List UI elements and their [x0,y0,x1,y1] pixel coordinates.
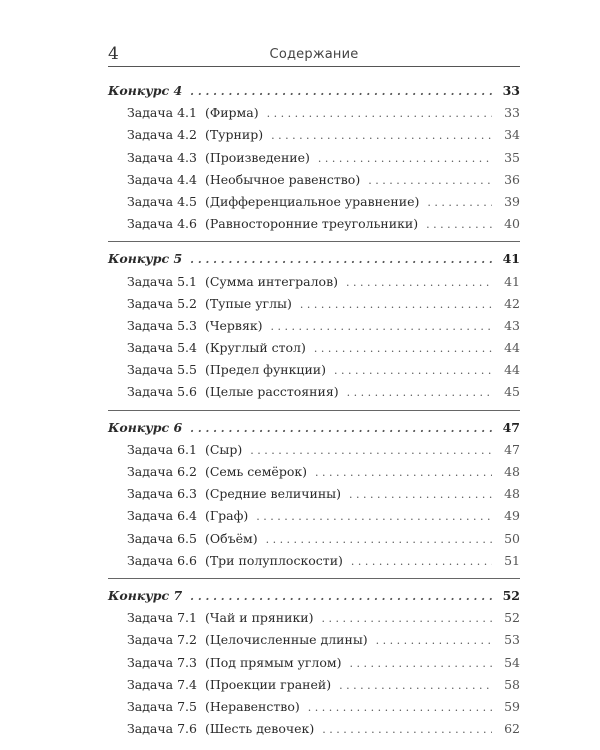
problem-title: (Чай и пряники) [204,610,314,626]
page-ref: 35 [504,149,520,165]
dot-leader [250,440,492,462]
toc-problem-entry[interactable] [108,461,520,483]
problem-label: Задача 4.1 [127,105,197,121]
running-title: Содержание [269,47,359,62]
problem-label: Задача 4.3 [127,149,197,165]
page-ref: 48 [504,486,520,502]
toc-problem-entry[interactable] [108,629,520,651]
problem-label: Задача 5.6 [127,384,197,400]
toc-problem-entry[interactable] [108,674,520,696]
toc-problem-entry[interactable] [108,359,520,381]
problem-title: (Целые расстояния) [204,384,339,400]
problem-label: Задача 7.2 [127,632,197,648]
dot-leader [190,249,492,271]
toc-problem-entry[interactable] [108,652,520,674]
problem-label: Задача 6.3 [127,486,197,502]
problem-label: Задача 7.4 [127,676,197,692]
problem-label: Задача 7.1 [127,610,197,626]
page-ref: 36 [504,171,520,187]
toc-section [108,410,520,572]
toc-problem-entry[interactable] [108,169,520,191]
problem-label: Задача 5.5 [127,362,197,378]
dot-leader [190,81,492,103]
page-ref: 33 [502,83,520,98]
problem-title: (Червяк) [204,317,263,333]
problem-label: Задача 6.1 [127,441,197,457]
toc-section [108,241,520,403]
problem-label: Задача 5.4 [127,340,197,356]
problem-label: Задача 4.4 [127,171,197,187]
problem-title: (Объём) [204,530,258,546]
problem-title: (Круглый стол) [204,340,306,356]
page-ref: 44 [504,362,520,378]
page-ref: 33 [504,105,520,121]
page-ref: 52 [502,587,520,603]
problem-label: Задача 6.4 [127,508,197,524]
dot-leader [271,316,492,338]
problem-title: (Дифференциальное уравнение) [204,193,420,209]
dot-leader [339,675,492,697]
dot-leader [308,697,492,719]
dot-leader [190,586,492,608]
contest-label: Конкурс 4 [108,83,183,98]
toc-contest-entry[interactable] [108,80,520,102]
dot-leader [426,214,492,236]
page-number: 4 [108,44,119,64]
page-ref: 59 [504,698,520,714]
page-header [108,44,520,67]
problem-title: (Турнир) [204,127,264,143]
problem-label: Задача 5.1 [127,273,197,289]
dot-leader [318,148,492,170]
problem-title: (Равносторонние треугольники) [204,216,419,232]
dot-leader [349,484,492,506]
toc-problem-entry[interactable] [108,505,520,527]
problem-title: (Необычное равенство) [204,171,361,187]
toc-contest-entry[interactable] [108,248,520,270]
problem-title: (Три полуплоскости) [204,552,343,568]
contest-label: Конкурс 5 [108,251,183,267]
toc-problem-entry[interactable] [108,213,520,235]
page-ref: 34 [504,127,520,143]
page-ref: 62 [504,721,520,737]
dot-leader [266,529,492,551]
problem-label: Задача 5.3 [127,317,197,333]
problem-label: Задача 7.5 [127,698,197,714]
toc-problem-entry[interactable] [108,271,520,293]
problem-label: Задача 6.2 [127,464,197,479]
page-ref: 52 [504,610,520,626]
toc-problem-entry[interactable] [108,696,520,718]
dot-leader [376,630,492,652]
page-ref: 54 [504,654,520,670]
problem-title: (Шесть девочек) [204,721,315,737]
problem-title: (Целочисленные длины) [204,632,368,648]
dot-leader [350,653,493,675]
dot-leader [190,418,492,440]
problem-title: (Семь семёрок) [204,464,308,479]
problem-label: Задача 7.3 [127,654,197,670]
toc-contest-entry[interactable] [108,585,520,607]
page-ref: 51 [504,552,520,568]
problem-title: (Под прямым углом) [204,654,342,670]
problem-label: Задача 5.2 [127,295,197,311]
dot-leader [256,506,492,528]
contest-label: Конкурс 6 [108,419,183,435]
page-ref: 53 [504,632,520,648]
toc-problem-entry[interactable] [108,124,520,146]
toc-section [108,80,520,235]
toc-problem-entry[interactable] [108,607,520,629]
problem-title: (Сумма интегралов) [204,273,338,289]
problem-label: Задача 7.6 [127,721,197,737]
dot-leader [351,551,492,573]
toc-problem-entry[interactable] [108,439,520,461]
dot-leader [347,382,492,404]
problem-title: (Средние величины) [204,486,341,502]
problem-title: (Произведение) [204,149,310,165]
page-ref: 45 [504,384,520,400]
toc-problem-entry[interactable] [108,528,520,550]
page-ref: 47 [504,441,520,457]
page-ref: 44 [504,340,520,356]
problem-title: (Проекции граней) [204,676,332,692]
page-ref: 48 [504,464,520,479]
toc-problem-entry[interactable] [108,147,520,169]
toc-problem-entry[interactable] [108,381,520,403]
problem-label: Задача 6.6 [127,552,197,568]
problem-title: (Тупые углы) [204,295,292,311]
problem-title: (Фирма) [204,105,259,121]
dot-leader [334,360,492,382]
dot-leader [267,103,492,125]
toc-contest-entry[interactable] [108,417,520,439]
problem-title: (Сыр) [204,441,243,457]
problem-label: Задача 4.5 [127,193,197,209]
problem-title: (Граф) [204,508,249,524]
problem-title: (Предел функции) [204,362,327,378]
page-ref: 49 [504,508,520,524]
toc-problem-entry[interactable] [108,102,520,124]
page-ref: 58 [504,676,520,692]
table-of-contents [108,80,520,740]
page-ref: 43 [504,317,520,333]
toc-problem-entry[interactable] [108,483,520,505]
page-ref: 47 [502,419,520,435]
dot-leader [427,192,492,214]
toc-problem-entry[interactable] [108,293,520,315]
toc-problem-entry[interactable] [108,191,520,213]
page-ref: 41 [504,273,520,289]
dot-leader [314,338,492,360]
dot-leader [271,125,492,147]
toc-problem-entry[interactable] [108,550,520,572]
page-ref: 39 [504,193,520,209]
problem-label: Задача 6.5 [127,530,197,546]
dot-leader [322,719,492,741]
page-ref: 41 [502,251,520,267]
dot-leader [368,170,492,192]
problem-label: Задача 4.2 [127,127,197,143]
contest-label: Конкурс 7 [108,587,183,603]
problem-label: Задача 4.6 [127,216,197,232]
problem-title: (Неравенство) [204,698,300,714]
toc-problem-entry[interactable] [108,718,520,740]
dot-leader [315,462,492,484]
toc-problem-entry[interactable] [108,337,520,359]
page-ref: 42 [504,295,520,311]
page-ref: 40 [504,216,520,232]
dot-leader [321,608,492,630]
toc-section [108,578,520,740]
toc-problem-entry[interactable] [108,315,520,337]
page-ref: 50 [504,530,520,546]
dot-leader [346,272,492,294]
dot-leader [300,294,492,316]
